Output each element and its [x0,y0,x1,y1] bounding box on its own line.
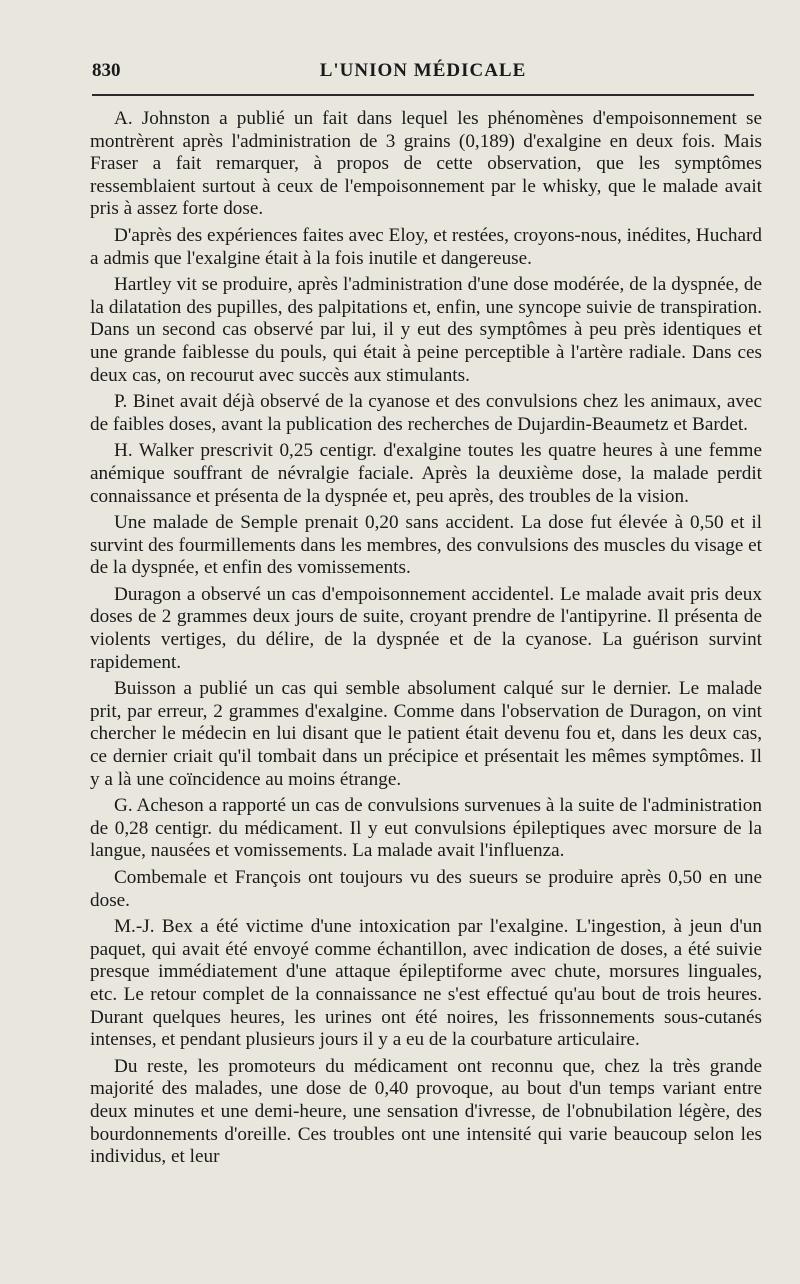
article-body [90,108,762,1173]
paragraph-combemale-francois: Combemale et François ont toujours vu des sueurs se produire après 0,50 en une dose. [90,867,762,911]
paragraph-hartley: Hartley vit se produire, après l'administration d'une dose modérée, de la dyspnée, de la dilatation des pupilles, des palpitations et, enfin, une syncope suivie de transpiration. Dans un second cas observé par lui, il y eut des symptômes à peu près identiques et une grande faiblesse du pouls, qui était à peine perceptible à l'artère radiale. Dans ces deux cas, on recourut avec succès aux stimulants. [90,274,762,386]
header-rule [92,94,754,96]
paragraph-acheson: G. Acheson a rapporté un cas de convulsions survenues à la suite de l'administration de 0,28 centigr. du médicament. Il y eut convulsions épileptiques avec morsure de la langue, nausées et vomissements. La malade avait l'influenza. [90,795,762,862]
page-header [92,56,754,90]
paragraph-binet: P. Binet avait déjà observé de la cyanose et des convulsions chez les animaux, avec de faibles doses, avant la publication des recherches de Dujardin-Beaumetz et Bardet. [90,391,762,435]
paragraph-walker: H. Walker prescrivit 0,25 centigr. d'exalgine toutes les quatre heures à une femme anémique souffrant de névralgie faciale. Après la deuxième dose, la malade perdit connaissance et présenta de la dyspnée et, peu après, des troubles de la vision. [90,440,762,507]
paragraph-buisson: Buisson a publié un cas qui semble absolument calqué sur le dernier. Le malade prit, par erreur, 2 grammes d'exalgine. Comme dans l'observation de Duragon, on vint chercher le médecin en lui disant que le patient était devenu fou et, dans les deux cas, ce dernier criait qu'il tombait dans un précipice et présentait les mêmes symptômes. Il y a là une coïncidence au moins étrange. [90,678,762,790]
paragraph-johnston: A. Johnston a publié un fait dans lequel les phénomènes d'empoisonnement se montrèrent après l'administration de 3 grains (0,189) d'exalgine en deux fois. Mais Fraser a fait remarquer, à propos de cette observation, que les symptômes ressemblaient surtout à ceux de l'empoisonnement par le whisky, que le malade avait pris à assez forte dose. [90,108,762,220]
running-title: L'UNION MÉDICALE [319,60,527,81]
page-number: 830 [92,60,121,81]
paragraph-duragon: Duragon a observé un cas d'empoisonnement accidentel. Le malade avait pris deux doses de 2 grammes deux jours de suite, croyant prendre de l'antipyrine. Il présenta de violents vertiges, du délire, de la dyspnée et de la cyanose. La guérison survint rapidement. [90,583,762,673]
paragraph-promoteurs: Du reste, les promoteurs du médicament ont reconnu que, chez la très grande majorité des malades, une dose de 0,40 provoque, au bout d'un temps variant entre deux minutes et une demi-heure, une sensation d'ivresse, de l'obnubilation légère, des bourdonnements d'oreille. Ces troubles ont une intensité qui varie beaucoup selon les individus, et leur [90,1055,762,1168]
paragraph-semple: Une malade de Semple prenait 0,20 sans accident. La dose fut élevée à 0,50 et il survint des fourmillements dans les membres, des convulsions des muscles du visage et de la dyspnée, et enfin des vomissements. [90,512,762,579]
paragraph-bex: M.-J. Bex a été victime d'une intoxication par l'exalgine. L'ingestion, à jeun d'un paquet, qui avait été envoyé comme échantillon, avec indication de doses, a été suivie presque immédiatement d'une attaque épileptiforme avec chute, morsures linguales, etc. Le retour complet de la connaissance ne s'est effectué qu'au bout de trois heures. Durant quelques heures, les urines ont été noires, les frissonnements sous-cutanés intenses, et pendant plusieurs jours il y a eu de la courbature articulaire. [90,916,762,1051]
paragraph-eloy-huchard: D'après des expériences faites avec Eloy, et restées, croyons-nous, inédites, Huchard a admis que l'exalgine était à la fois inutile et dangereuse. [90,224,762,269]
